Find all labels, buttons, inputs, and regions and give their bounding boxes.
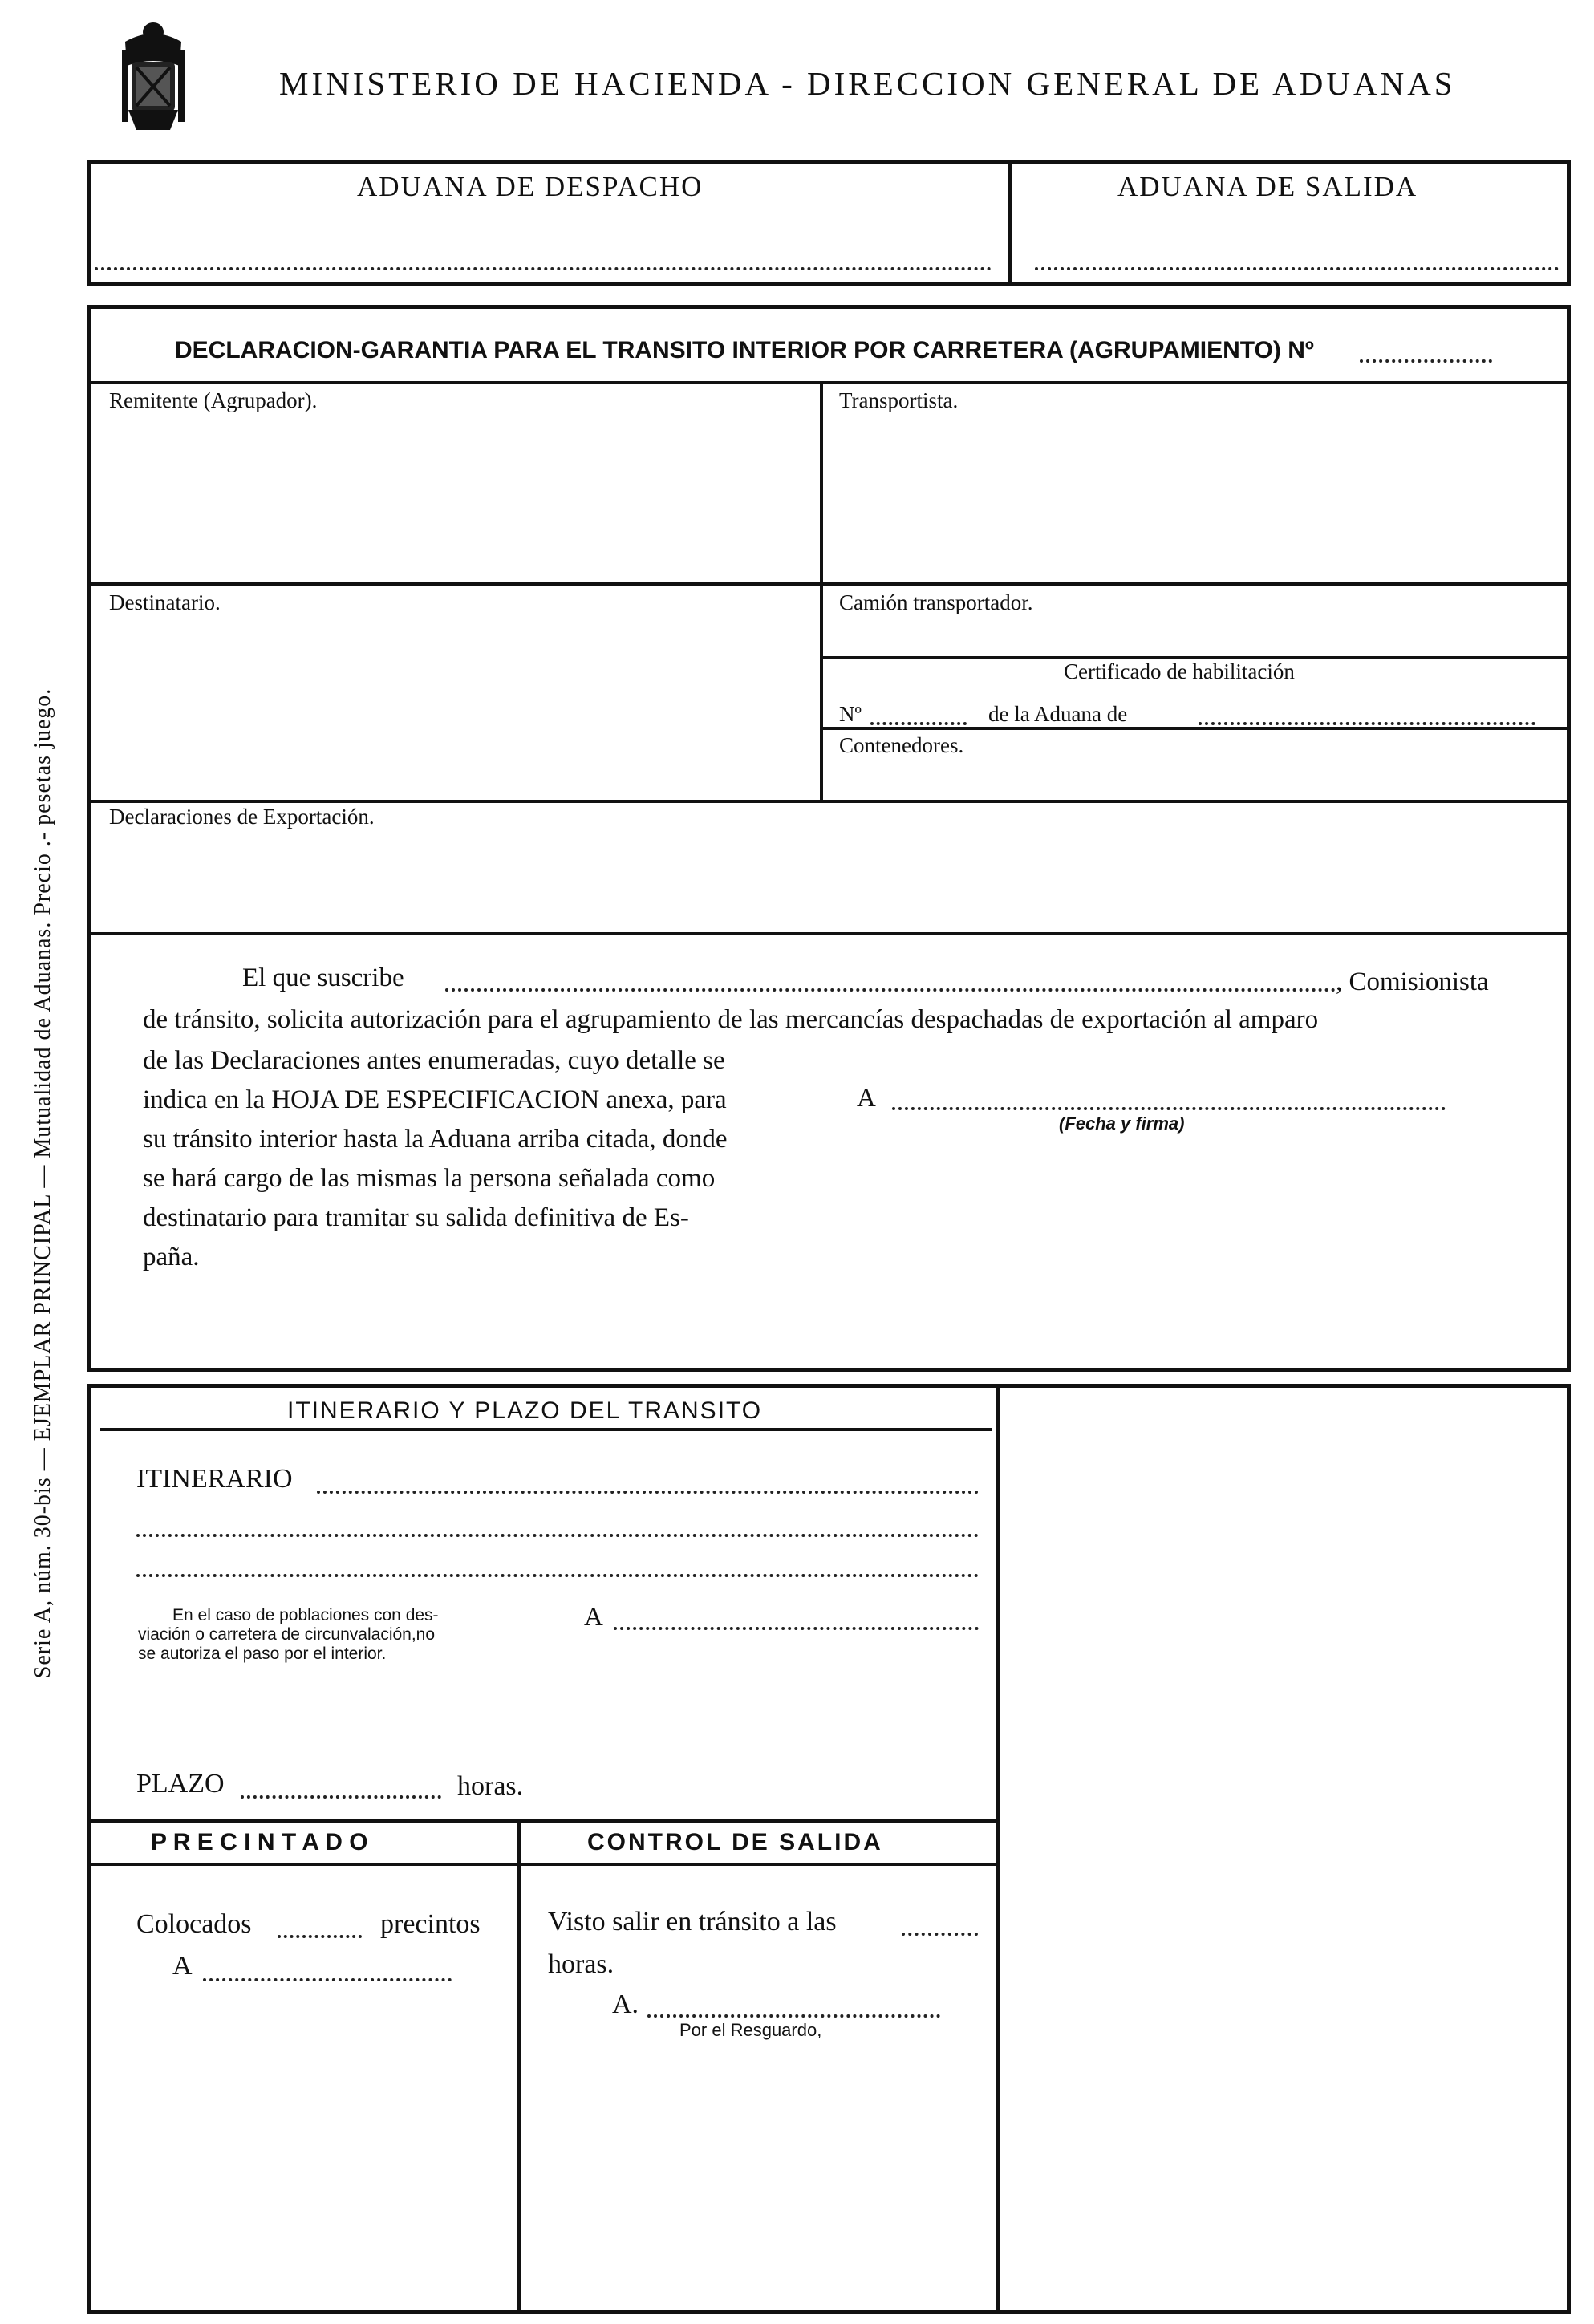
precintos-label: precintos — [380, 1909, 481, 1939]
transit-right-divider — [996, 1388, 1000, 2310]
precintado-top-rule — [91, 1819, 996, 1823]
plazo-field[interactable] — [241, 1795, 441, 1799]
cert-number-field[interactable] — [870, 722, 967, 725]
exportacion-rule — [91, 932, 1567, 935]
destinatario-label: Destinatario. — [109, 590, 221, 614]
cert-no-label: Nº — [839, 702, 862, 726]
aduana-salida-field[interactable] — [1035, 267, 1559, 270]
itinerary-note-2: viación o carretera de circunvalación,no — [138, 1625, 436, 1644]
contenedores-label: Contenedores. — [839, 733, 964, 757]
itinerary-a-field[interactable] — [614, 1627, 979, 1630]
coat-of-arms-icon — [120, 18, 186, 138]
control-title: CONTROL DE SALIDA — [587, 1829, 883, 1856]
itinerary-title-rule — [100, 1428, 992, 1431]
precintado-title-rule — [91, 1863, 517, 1866]
precintado-a-prefix: A — [172, 1951, 193, 1981]
request-line6: se hará cargo de las mismas la persona señalada como — [143, 1164, 716, 1193]
itinerario-field-1[interactable] — [317, 1491, 979, 1494]
exportacion-label: Declaraciones de Exportación. — [109, 805, 375, 829]
transportista-label: Transportista. — [839, 388, 959, 412]
request-line7: destinatario para tramitar su salida definitiva de Es- — [143, 1203, 689, 1232]
sign-prefix: A — [857, 1084, 876, 1113]
request-line5: su tránsito interior hasta la Aduana arriba citada, donde — [143, 1125, 728, 1154]
remitente-label: Remitente (Agrupador). — [109, 388, 318, 412]
itinerary-note-1: En el caso de poblaciones con des- — [172, 1606, 439, 1624]
request-line2: de tránsito, solicita autorización para el agrupamiento de las mercancías despachadas de exportación al amparo — [143, 1005, 1319, 1034]
colocados-label: Colocados — [136, 1909, 252, 1939]
parties-rule — [91, 582, 1567, 586]
itinerario-label: ITINERARIO — [136, 1464, 293, 1494]
resguardo-field[interactable] — [647, 2014, 940, 2018]
itinerario-field-2[interactable] — [136, 1534, 979, 1537]
fecha-firma-field[interactable] — [892, 1107, 1446, 1110]
aduana-salida-label: ADUANA DE SALIDA — [1117, 171, 1418, 202]
itinerary-title: ITINERARIO Y PLAZO DEL TRANSITO — [287, 1397, 763, 1424]
declaration-number-field[interactable] — [1360, 359, 1492, 363]
title-rule — [91, 381, 1567, 384]
suscribe-name-field[interactable] — [445, 988, 1336, 992]
control-hora-field[interactable] — [902, 1933, 978, 1936]
ministry-header: MINISTERIO DE HACIENDA - DIRECCION GENERAL DE ADUANAS — [279, 65, 1456, 102]
cert-aduana-field[interactable] — [1199, 722, 1535, 725]
request-line3: de las Declaraciones antes enumeradas, cuyo detalle se — [143, 1046, 725, 1075]
side-note: Serie A, núm. 30-bis — EJEMPLAR PRINCIPAL — Mutualidad de Aduanas. Precio .- pesetas juego. — [30, 687, 55, 1679]
customs-divider — [1008, 164, 1012, 282]
itinerary-a-prefix: A — [584, 1603, 603, 1632]
itinerary-note-3: se autoriza el paso por el interior. — [138, 1645, 387, 1663]
declaration-title: DECLARACION-GARANTIA PARA EL TRANSITO INTERIOR POR CARRETERA (AGRUPAMIENTO) Nº — [175, 337, 1314, 363]
destinatario-rule — [91, 800, 1567, 803]
camion-label: Camión transportador. — [839, 590, 1033, 614]
precintado-a-field[interactable] — [203, 1978, 452, 1981]
request-line8: paña. — [143, 1243, 200, 1272]
precintado-title: P R E C I N T A D O — [151, 1829, 368, 1856]
control-title-rule — [521, 1863, 996, 1866]
control-a-prefix: A. — [612, 1989, 639, 2019]
request-line1-start: El que suscribe — [242, 963, 404, 992]
fecha-firma-caption: (Fecha y firma) — [1059, 1113, 1185, 1134]
control-line1: Visto salir en tránsito a las — [548, 1907, 837, 1937]
plazo-label: PLAZO — [136, 1769, 225, 1799]
itinerario-field-3[interactable] — [136, 1574, 979, 1577]
resguardo-caption: Por el Resguardo, — [679, 2020, 822, 2040]
request-line4: indica en la HOJA DE ESPECIFICACION anexa, para — [143, 1085, 727, 1114]
parties-divider — [820, 384, 823, 801]
precintado-divider — [517, 1823, 521, 2310]
colocados-field[interactable] — [278, 1935, 362, 1938]
control-line2: horas. — [548, 1949, 614, 1979]
certificado-label: Certificado de habilitación — [1064, 659, 1295, 683]
request-line1-end: , Comisionista — [1336, 967, 1489, 996]
cert-aduana-label: de la Aduana de — [988, 702, 1128, 726]
horas-label: horas. — [457, 1771, 524, 1801]
cert-rule — [823, 727, 1567, 730]
aduana-despacho-label: ADUANA DE DESPACHO — [357, 171, 704, 202]
aduana-despacho-field[interactable] — [95, 267, 992, 270]
